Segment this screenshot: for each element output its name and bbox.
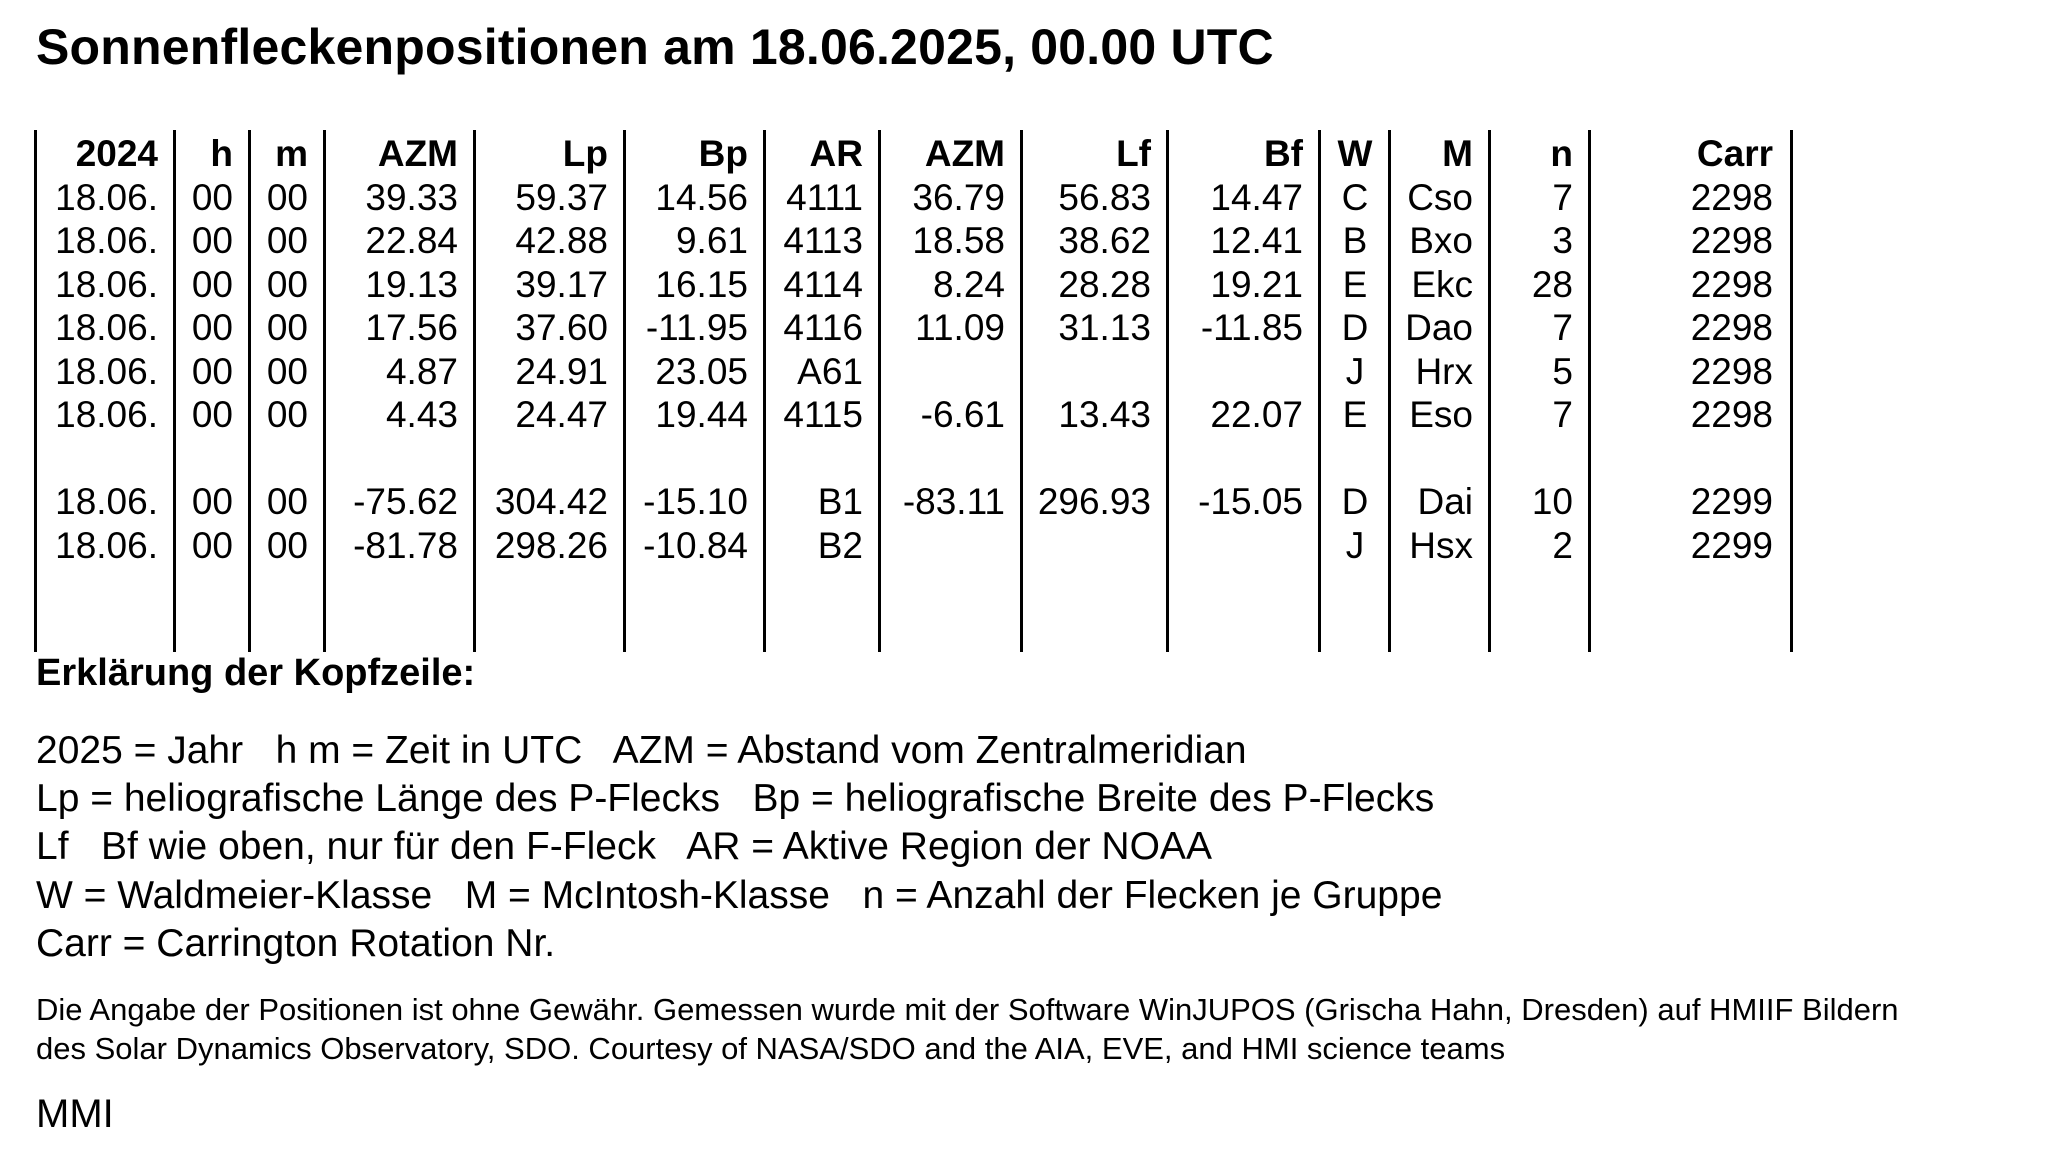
table-row	[0, 306, 2064, 350]
cell-ar	[767, 437, 863, 481]
table-header-row	[0, 132, 2064, 176]
cell-waldmeier: B	[1342, 220, 1368, 261]
cell-lf	[1024, 437, 1151, 481]
table-row	[0, 176, 2064, 220]
cell-count: 28	[1531, 264, 1573, 305]
cell-azm-p: 4.87	[385, 351, 458, 392]
cell-count: 7	[1552, 394, 1573, 435]
cell-azm-p: -81.78	[353, 525, 458, 566]
cell-ar: B1	[817, 481, 863, 522]
cell-bp: 14.56	[655, 177, 748, 218]
table-row	[0, 263, 2064, 307]
cell-carrington: 2299	[1690, 481, 1773, 522]
cell-mcintosh	[1392, 437, 1473, 481]
cell-carrington: 2299	[1690, 525, 1773, 566]
cell-lp: 304.42	[494, 481, 608, 522]
cell-azm-f: 11.09	[915, 307, 1005, 348]
cell-mcintosh: Bxo	[1409, 220, 1473, 261]
cell-hour: 00	[191, 351, 233, 392]
cell-bp: 16.15	[655, 264, 748, 305]
cell-date: 18.06.	[55, 307, 158, 348]
cell-carrington: 2298	[1690, 351, 1773, 392]
cell-hour: 00	[191, 525, 233, 566]
header-ar: AR	[809, 133, 863, 174]
cell-azm-f	[882, 524, 1005, 568]
cell-waldmeier: E	[1342, 394, 1368, 435]
cell-waldmeier: D	[1341, 481, 1369, 522]
page-title: Sonnenfleckenpositionen am 18.06.2025, 00.00 UTC	[36, 19, 1274, 75]
cell-minute: 00	[266, 351, 308, 392]
explanation-line: W = Waldmeier-Klasse M = McIntosh-Klasse n = Anzahl der Flecken je Gruppe	[36, 874, 1443, 917]
cell-date: 18.06.	[55, 394, 158, 435]
table-row	[0, 350, 2064, 394]
cell-minute: 00	[266, 481, 308, 522]
cell-hour: 00	[191, 264, 233, 305]
cell-count: 7	[1552, 177, 1573, 218]
cell-azm-f: 36.79	[912, 177, 1005, 218]
cell-minute: 00	[266, 394, 308, 435]
cell-bp	[627, 437, 748, 481]
cell-azm-p: -75.62	[353, 481, 458, 522]
explanation-line: Carr = Carrington Rotation Nr.	[36, 922, 556, 965]
cell-azm-f: -83.11	[902, 481, 1005, 522]
cell-azm-f: 8.24	[932, 264, 1005, 305]
explanation-line: Lf Bf wie oben, nur für den F-Fleck AR = Aktive Region der NOAA	[36, 825, 1212, 868]
cell-carrington	[1592, 437, 1773, 481]
cell-lf: 13.43	[1058, 394, 1151, 435]
cell-hour: 00	[191, 307, 233, 348]
cell-waldmeier: J	[1345, 351, 1365, 392]
header-azm-p: AZM	[377, 133, 458, 174]
cell-minute: 00	[266, 177, 308, 218]
header-waldmeier: W	[1337, 133, 1373, 174]
cell-lp: 39.17	[515, 264, 608, 305]
cell-minute: 00	[266, 264, 308, 305]
cell-count	[1492, 437, 1573, 481]
disclaimer-line: des Solar Dynamics Observatory, SDO. Courtesy of NASA/SDO and the AIA, EVE, and HMI science teams	[36, 1031, 1506, 1066]
cell-lp	[477, 437, 608, 481]
cell-lf: 28.28	[1058, 264, 1151, 305]
explanation-line: Lp = heliografische Länge des P-Flecks Bp = heliografische Breite des P-Flecks	[36, 777, 1435, 820]
cell-ar: B2	[817, 525, 863, 566]
cell-lp: 298.26	[494, 525, 608, 566]
cell-lf: 38.62	[1058, 220, 1151, 261]
cell-azm-p: 39.33	[365, 177, 458, 218]
cell-lp: 24.47	[515, 394, 608, 435]
cell-bf: -15.05	[1198, 481, 1303, 522]
cell-lf	[1024, 350, 1151, 394]
cell-hour: 00	[191, 220, 233, 261]
cell-waldmeier: D	[1341, 307, 1369, 348]
cell-bp: 23.05	[655, 351, 748, 392]
cell-bf: 19.21	[1210, 264, 1303, 305]
cell-carrington: 2298	[1690, 394, 1773, 435]
cell-hour	[177, 437, 233, 481]
cell-date: 18.06.	[55, 525, 158, 566]
cell-ar: A61	[797, 351, 863, 392]
cell-mcintosh: Ekc	[1411, 264, 1473, 305]
cell-bf	[1170, 350, 1303, 394]
cell-date: 18.06.	[55, 220, 158, 261]
cell-azm-p: 22.84	[365, 220, 458, 261]
cell-count: 3	[1552, 220, 1573, 261]
cell-bf: 12.41	[1210, 220, 1303, 261]
table-row	[0, 437, 2064, 481]
cell-waldmeier: E	[1342, 264, 1368, 305]
explanation-line: 2025 = Jahr h m = Zeit in UTC AZM = Abstand vom Zentralmeridian	[36, 729, 1247, 772]
cell-ar: 4115	[783, 394, 863, 435]
cell-count: 2	[1552, 525, 1573, 566]
cell-mcintosh: Dao	[1405, 307, 1473, 348]
explanation-heading: Erklärung der Kopfzeile:	[36, 652, 476, 694]
cell-hour: 00	[191, 394, 233, 435]
cell-date: 18.06.	[55, 177, 158, 218]
cell-azm-f	[882, 350, 1005, 394]
cell-lp: 24.91	[515, 351, 608, 392]
cell-lf: 296.93	[1037, 481, 1151, 522]
cell-waldmeier: C	[1341, 177, 1369, 218]
cell-bf	[1170, 437, 1303, 481]
cell-mcintosh: Hrx	[1415, 351, 1473, 392]
cell-waldmeier: J	[1345, 525, 1365, 566]
cell-minute: 00	[266, 525, 308, 566]
cell-minute: 00	[266, 307, 308, 348]
cell-mcintosh: Dai	[1417, 481, 1473, 522]
cell-waldmeier	[1322, 437, 1388, 481]
header-lf: Lf	[1116, 133, 1151, 174]
cell-bf	[1170, 524, 1303, 568]
cell-date	[38, 437, 158, 481]
cell-carrington: 2298	[1690, 220, 1773, 261]
cell-count: 7	[1552, 307, 1573, 348]
cell-ar: 4113	[783, 220, 863, 261]
cell-lp: 37.60	[515, 307, 608, 348]
header-lp: Lp	[562, 133, 608, 174]
header-azm-f: AZM	[924, 133, 1005, 174]
cell-bf: 22.07	[1210, 394, 1303, 435]
cell-count: 10	[1531, 481, 1573, 522]
cell-lf: 56.83	[1058, 177, 1151, 218]
header-bf: Bf	[1263, 133, 1303, 174]
cell-azm-p: 4.43	[385, 394, 458, 435]
cell-mcintosh: Cso	[1407, 177, 1473, 218]
cell-azm-f: 18.58	[912, 220, 1005, 261]
cell-bp: -15.10	[643, 481, 748, 522]
cell-bp: -10.84	[643, 525, 748, 566]
cell-azm-p: 17.56	[365, 307, 458, 348]
cell-azm-f: -6.61	[920, 394, 1005, 435]
cell-carrington: 2298	[1690, 177, 1773, 218]
table-row	[0, 480, 2064, 524]
cell-minute: 00	[266, 220, 308, 261]
cell-ar: 4116	[783, 307, 863, 348]
cell-bp: 9.61	[675, 220, 748, 261]
cell-ar: 4114	[783, 264, 863, 305]
cell-bp: 19.44	[655, 394, 748, 435]
header-mcintosh: M	[1442, 133, 1473, 174]
cell-lp: 59.37	[515, 177, 608, 218]
cell-count: 5	[1552, 351, 1573, 392]
cell-hour: 00	[191, 177, 233, 218]
table-row	[0, 393, 2064, 437]
cell-date: 18.06.	[55, 351, 158, 392]
cell-hour: 00	[191, 481, 233, 522]
cell-ar: 4111	[786, 177, 863, 218]
signature: MMI	[36, 1092, 114, 1136]
cell-bp: -11.95	[645, 307, 748, 348]
header-date: 2024	[75, 133, 158, 174]
header-carrington: Carr	[1696, 133, 1773, 174]
cell-azm-f	[882, 437, 1005, 481]
header-hour: h	[210, 133, 233, 174]
cell-carrington: 2298	[1690, 307, 1773, 348]
cell-azm-p: 19.13	[365, 264, 458, 305]
header-bp: Bp	[698, 133, 748, 174]
cell-date: 18.06.	[55, 264, 158, 305]
cell-bf: 14.47	[1210, 177, 1303, 218]
cell-mcintosh: Hsx	[1409, 525, 1473, 566]
cell-minute	[252, 437, 308, 481]
cell-date: 18.06.	[55, 481, 158, 522]
cell-mcintosh: Eso	[1409, 394, 1473, 435]
cell-bf: -11.85	[1200, 307, 1303, 348]
disclaimer-line: Die Angabe der Positionen ist ohne Gewähr. Gemessen wurde mit der Software WinJUPOS (Grischa Hahn, Dresden) auf HMIIF Bildern	[36, 992, 1899, 1027]
table-row	[0, 219, 2064, 263]
cell-lp: 42.88	[515, 220, 608, 261]
cell-lf: 31.13	[1058, 307, 1151, 348]
cell-azm-p	[327, 437, 458, 481]
table-row	[0, 524, 2064, 568]
header-count: n	[1550, 133, 1573, 174]
cell-lf	[1024, 524, 1151, 568]
header-minute: m	[275, 133, 308, 174]
cell-carrington: 2298	[1690, 264, 1773, 305]
